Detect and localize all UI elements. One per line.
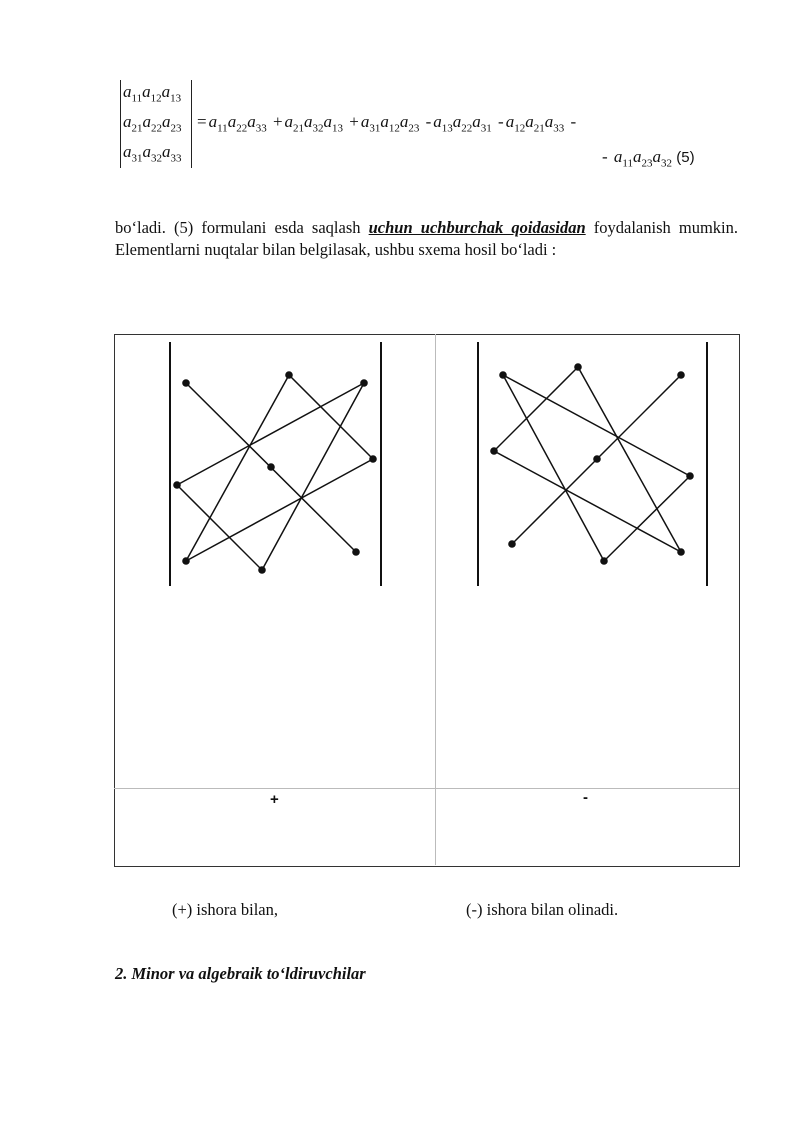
left-scheme [170, 342, 381, 586]
det-row-3: $a_{31}a_{32}a_{33}$ [123, 142, 182, 165]
plus-sign-label: + [270, 791, 279, 808]
caption-plus: (+) ishora bilan, [172, 900, 278, 919]
right-scheme [478, 342, 707, 586]
body-paragraph: bo‘ladi. (5) formulani esda saqlash uchun uchburchak qoidasidan foydalanish mumkin. Elementlarni nuqtalar bilan belgilasak, ushbu sxema hosil bo‘ladi : [115, 218, 739, 259]
formula-line-2: - $a_{11}a_{23}a_{32}$ (5) [602, 147, 695, 170]
minus-sign-label: - [583, 789, 588, 806]
formula-line-1: = $a_{11}a_{22}a_{33} + a_{21}a_{32}a_{13} + a_{31}a_{12}a_{23} - a_{13}a_{22}a_{31} - a_{12}a_{21}a_{33}$ - [197, 112, 577, 135]
caption-minus: (-) ishora bilan olinadi. [466, 900, 619, 919]
equation-number: (5) [676, 149, 695, 166]
emphasis-text: uchun uchburchak qoidasidan [368, 218, 586, 237]
section-heading: 2. Minor va algebraik to‘ldiruvchilar [115, 964, 366, 983]
det-row-2: $a_{21}a_{22}a_{23}$ [123, 112, 182, 135]
det-row-1: $a_{11}a_{12}a_{13}$ [123, 82, 182, 105]
